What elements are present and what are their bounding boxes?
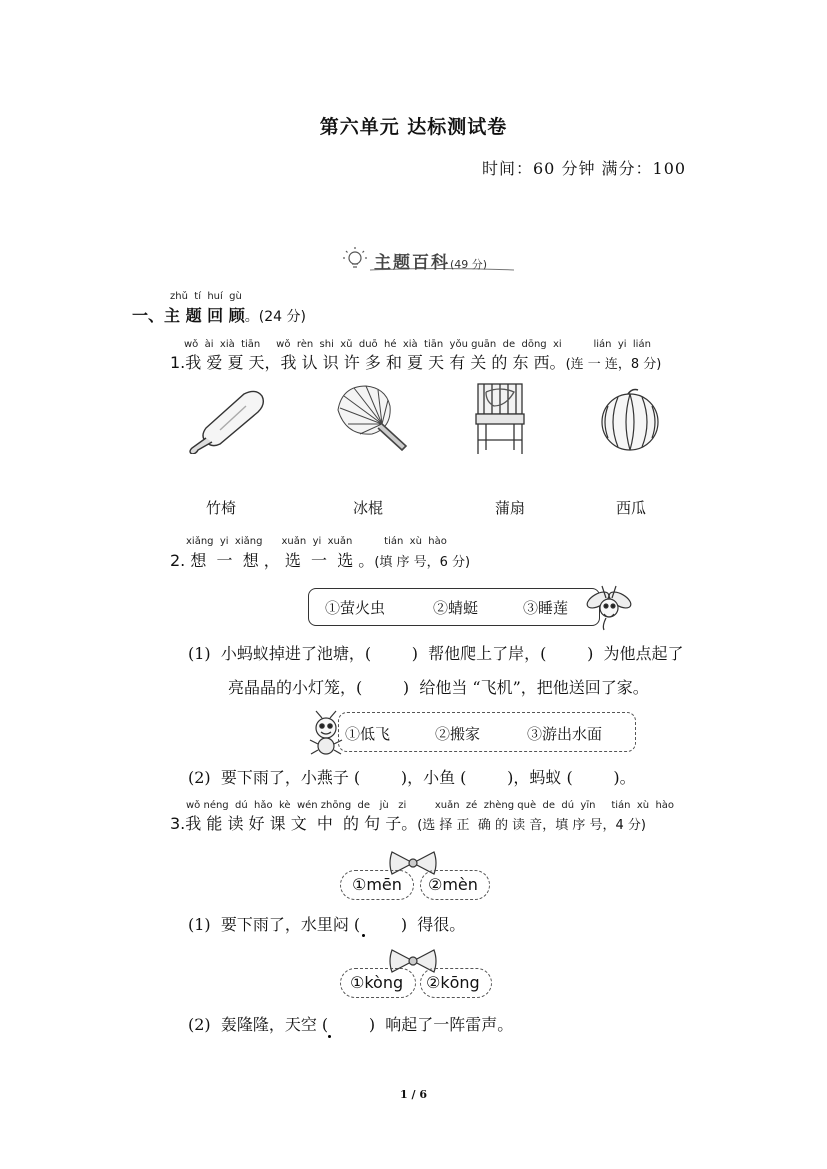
q1-pinyin: wǒ ài xià tiān wǒ rèn shi xǔ duō hé xià tiān yǒu guān de dōng xi lián yi lián [184, 339, 651, 350]
choice1-option-1: ①mēn [352, 875, 402, 894]
word-popsicle: 冰棍 [353, 499, 384, 517]
q3-question: 3.我 能 读 好 课 文 中 的 句 子。 [170, 814, 418, 833]
word-palm-fan: 蒲扇 [495, 499, 526, 517]
page-title: 第六单元 达标测试卷 [319, 116, 508, 138]
q3-note: (选 择 正 确 的 读 音，填 序 号，4 分) [417, 818, 646, 833]
options-box-2 [338, 712, 636, 752]
option-firefly: ①萤火虫 [325, 599, 386, 617]
q2-sub1-line1: (1) 小蚂蚁掉进了池塘，( ) 帮他爬上了岸，( ) 为他点起了 [188, 644, 684, 663]
emphasis-dot [328, 1035, 331, 1038]
section1-heading [132, 303, 306, 326]
q2-pinyin: xiǎng yi xiǎng xuǎn yi xuǎn tián xù hào [186, 536, 447, 547]
q3-sentence2: (2) 轰隆隆，天空 ( ) 响起了一阵雷声。 [188, 1015, 514, 1034]
watermelon-image [598, 386, 664, 452]
page-number: 1 / 6 [400, 1088, 427, 1101]
q2-text [170, 548, 470, 571]
options-box-1 [308, 588, 600, 626]
dragonfly-icon [584, 580, 634, 632]
option-move-house: ②搬家 [435, 725, 481, 743]
q2-sub1-line2: 亮晶晶的小灯笼，( ) 给他当 “飞机”，把他送回了家。 [228, 678, 649, 697]
option-dragonfly: ②蜻蜓 [433, 599, 479, 617]
q2-note: (填 序 号，6 分) [374, 555, 471, 570]
choice1-option-2: ②mèn [428, 875, 478, 894]
section-banner [340, 246, 516, 272]
option-fly-low: ①低飞 [345, 725, 391, 743]
q2-question: 2. 想 一 想 ， 选 一 选 。 [170, 551, 375, 570]
q1-text [170, 350, 661, 373]
section1-prefix: 一、 [132, 306, 165, 325]
option-water-lily: ③睡莲 [523, 599, 569, 617]
q1-note: (连 一 连，8 分) [565, 357, 662, 372]
section1-heading-text: 主 题 回 顾 [164, 306, 245, 325]
q1-question: 1.我 爱 夏 天，我 认 识 许 多 和 夏 天 有 关 的 东 西。 [170, 353, 566, 372]
section1-score: 。(24 分) [244, 309, 306, 325]
banner-label: 主题百科 [374, 253, 450, 273]
word-watermelon: 西瓜 [616, 499, 647, 517]
q3-sentence1: (1) 要下雨了，水里闷 ( ) 得很。 [188, 915, 466, 934]
exam-meta: 时间：60 分钟 满分：100 [482, 159, 687, 178]
q2-sub2: (2) 要下雨了，小燕子 ( )，小鱼 ( )，蚂蚁 ( )。 [188, 768, 636, 787]
choice2-option-2: ②kōng [426, 973, 480, 992]
section1-pinyin: zhǔ tí huí gù [170, 291, 242, 302]
emphasis-dot [362, 934, 365, 937]
choice2-option-1: ①kòng [350, 973, 404, 992]
option-surface: ③游出水面 [527, 725, 603, 743]
word-bamboo-chair: 竹椅 [206, 499, 237, 517]
q3-pinyin: wǒ néng dú hǎo kè wén zhōng de jù zi xuǎn zé zhèng què de dú yīn tián xù hào [186, 800, 675, 811]
bamboo-chair-image [472, 380, 530, 456]
banner-score: (49 分) [450, 258, 488, 271]
popsicle-image [184, 386, 268, 454]
q3-text [170, 811, 646, 834]
palm-fan-image [334, 382, 412, 454]
